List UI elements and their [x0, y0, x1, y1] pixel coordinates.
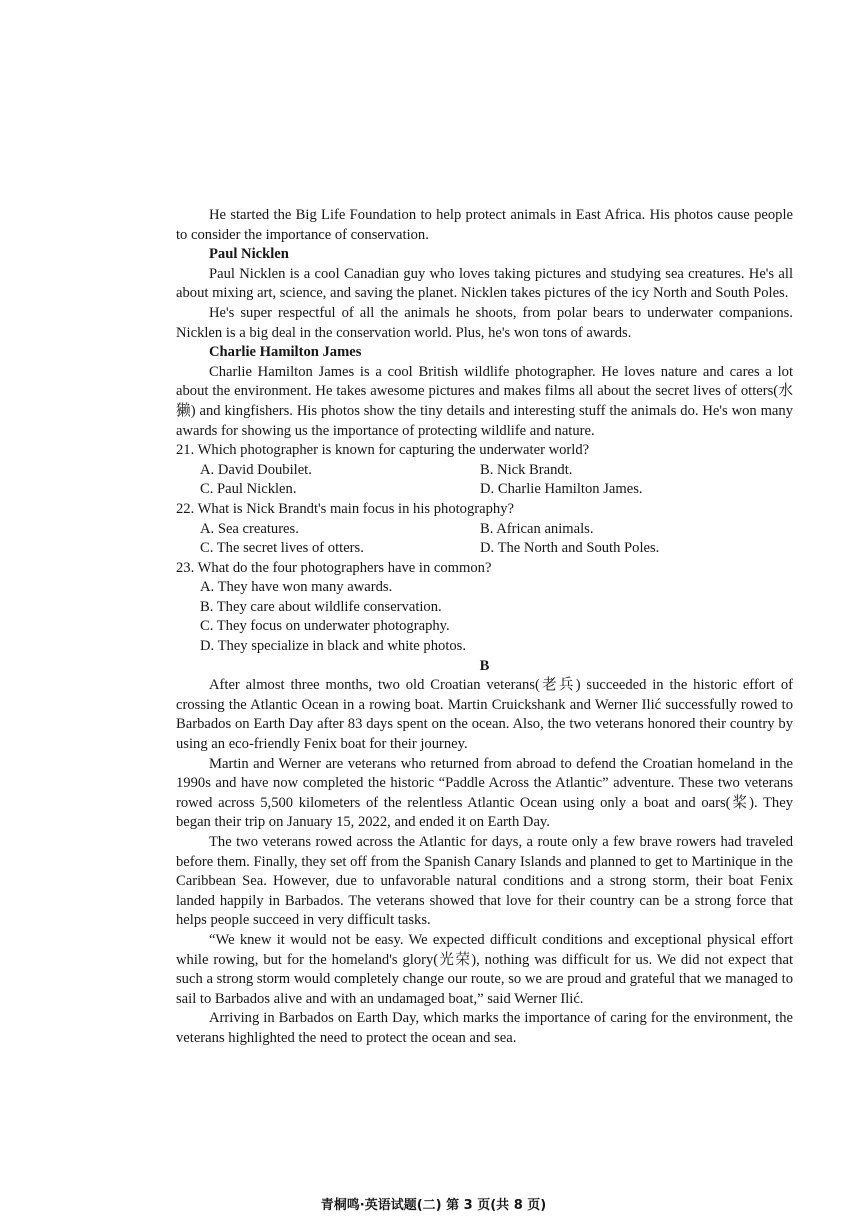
question-21-options	[200, 461, 793, 500]
nicklen-paragraph-2: He's super respectful of all the animals he shoots, from polar bears to underwater companions. Nicklen is a big deal in the conservation world. Plus, he's won tons of awards.	[176, 304, 793, 341]
question-22-options	[200, 520, 793, 559]
option-23-b: B. They care about wildlife conservation.	[200, 598, 442, 615]
option-21-b: B. Nick Brandt.	[480, 461, 573, 478]
heading-charlie-hamilton-james: Charlie Hamilton James	[209, 344, 362, 361]
section-b-paragraph-4: “We knew it would not be easy. We expected difficult conditions and exceptional physical effort while rowing, but for the homeland's glory(光荣), nothing was difficult for us. We did not expect that such a strong storm would completely change our route, so we are proud and grateful that we managed to sail to Barbados alive and with an undamaged boat,” said Werner Ilić.	[176, 931, 793, 1007]
option-22-c: C. The secret lives of otters.	[200, 540, 364, 557]
heading-paul-nicklen: Paul Nicklen	[209, 246, 289, 263]
option-22-d: D. The North and South Poles.	[480, 540, 660, 557]
option-21-a: A. David Doubilet.	[200, 461, 312, 478]
section-b-paragraph-2: Martin and Werner are veterans who returned from abroad to defend the Croatian homeland in the 1990s and have now completed the historic “Paddle Across the Atlantic” adventure. These two veterans rowed across 5,500 kilometers of the relentless Atlantic Ocean using only a boat and oars(桨). They began their trip on January 15, 2022, and ended it on Earth Day.	[176, 755, 793, 831]
page-footer: 青桐鸣·英语试题(二) 第 3 页(共 8 页)	[320, 1198, 547, 1213]
section-b-paragraph-3: The two veterans rowed across the Atlantic for days, a route only a few brave rowers had traveled before them. Finally, they set off from the Spanish Canary Islands and planned to get to Martinique in the Caribbean Sea. However, due to unfavorable natural conditions and a strong storm, their boat Fenix landed happily in Barbados. The veterans showed that love for their country can be a strong force that helps people succeed in very difficult tasks.	[176, 834, 793, 929]
james-paragraph-1: Charlie Hamilton James is a cool British wildlife photographer. He loves nature and cares a lot about the environment. He takes awesome pictures and makes films all about the secret lives of otters(水獭) and kingfishers. His photos show the tiny details and interesting stuff the animals do. He's won many awards for showing us the importance of protecting wildlife and nature.	[176, 363, 793, 439]
intro-paragraph: He started the Big Life Foundation to help protect animals in East Africa. His photos cause people to consider the importance of conservation.	[176, 207, 793, 243]
nicklen-paragraph-1: Paul Nicklen is a cool Canadian guy who loves taking pictures and studying sea creatures. He's all about mixing art, science, and saving the planet. Nicklen takes pictures of the icy North and South Poles.	[176, 265, 793, 302]
option-23-c: C. They focus on underwater photography.	[200, 618, 450, 635]
section-b-paragraph-1: After almost three months, two old Croatian veterans(老兵) succeeded in the historic effort of crossing the Atlantic Ocean in a rowing boat. Martin Cruickshank and Werner Ilić successfully rowed to Barbados on Earth Day after 83 days spent on the ocean. Also, the two veterans honored their country by using an eco-friendly Fenix boat for their journey.	[176, 677, 793, 753]
question-23: 23. What do the four photographers have in common?	[176, 559, 492, 576]
option-22-b: B. African animals.	[480, 520, 594, 537]
option-21-d: D. Charlie Hamilton James.	[480, 481, 643, 498]
option-23-d: D. They specialize in black and white photos.	[200, 638, 466, 655]
question-21: 21. Which photographer is known for capturing the underwater world?	[176, 442, 590, 459]
section-b-paragraph-5: Arriving in Barbados on Earth Day, which marks the importance of caring for the environment, the veterans highlighted the need to protect the ocean and sea.	[176, 1010, 793, 1046]
option-22-a: A. Sea creatures.	[200, 520, 299, 537]
page-content	[176, 206, 793, 1049]
question-22: 22. What is Nick Brandt's main focus in his photography?	[176, 500, 514, 517]
option-23-a: A. They have won many awards.	[200, 579, 393, 596]
section-b-label: B	[479, 657, 490, 674]
option-21-c: C. Paul Nicklen.	[200, 481, 297, 498]
